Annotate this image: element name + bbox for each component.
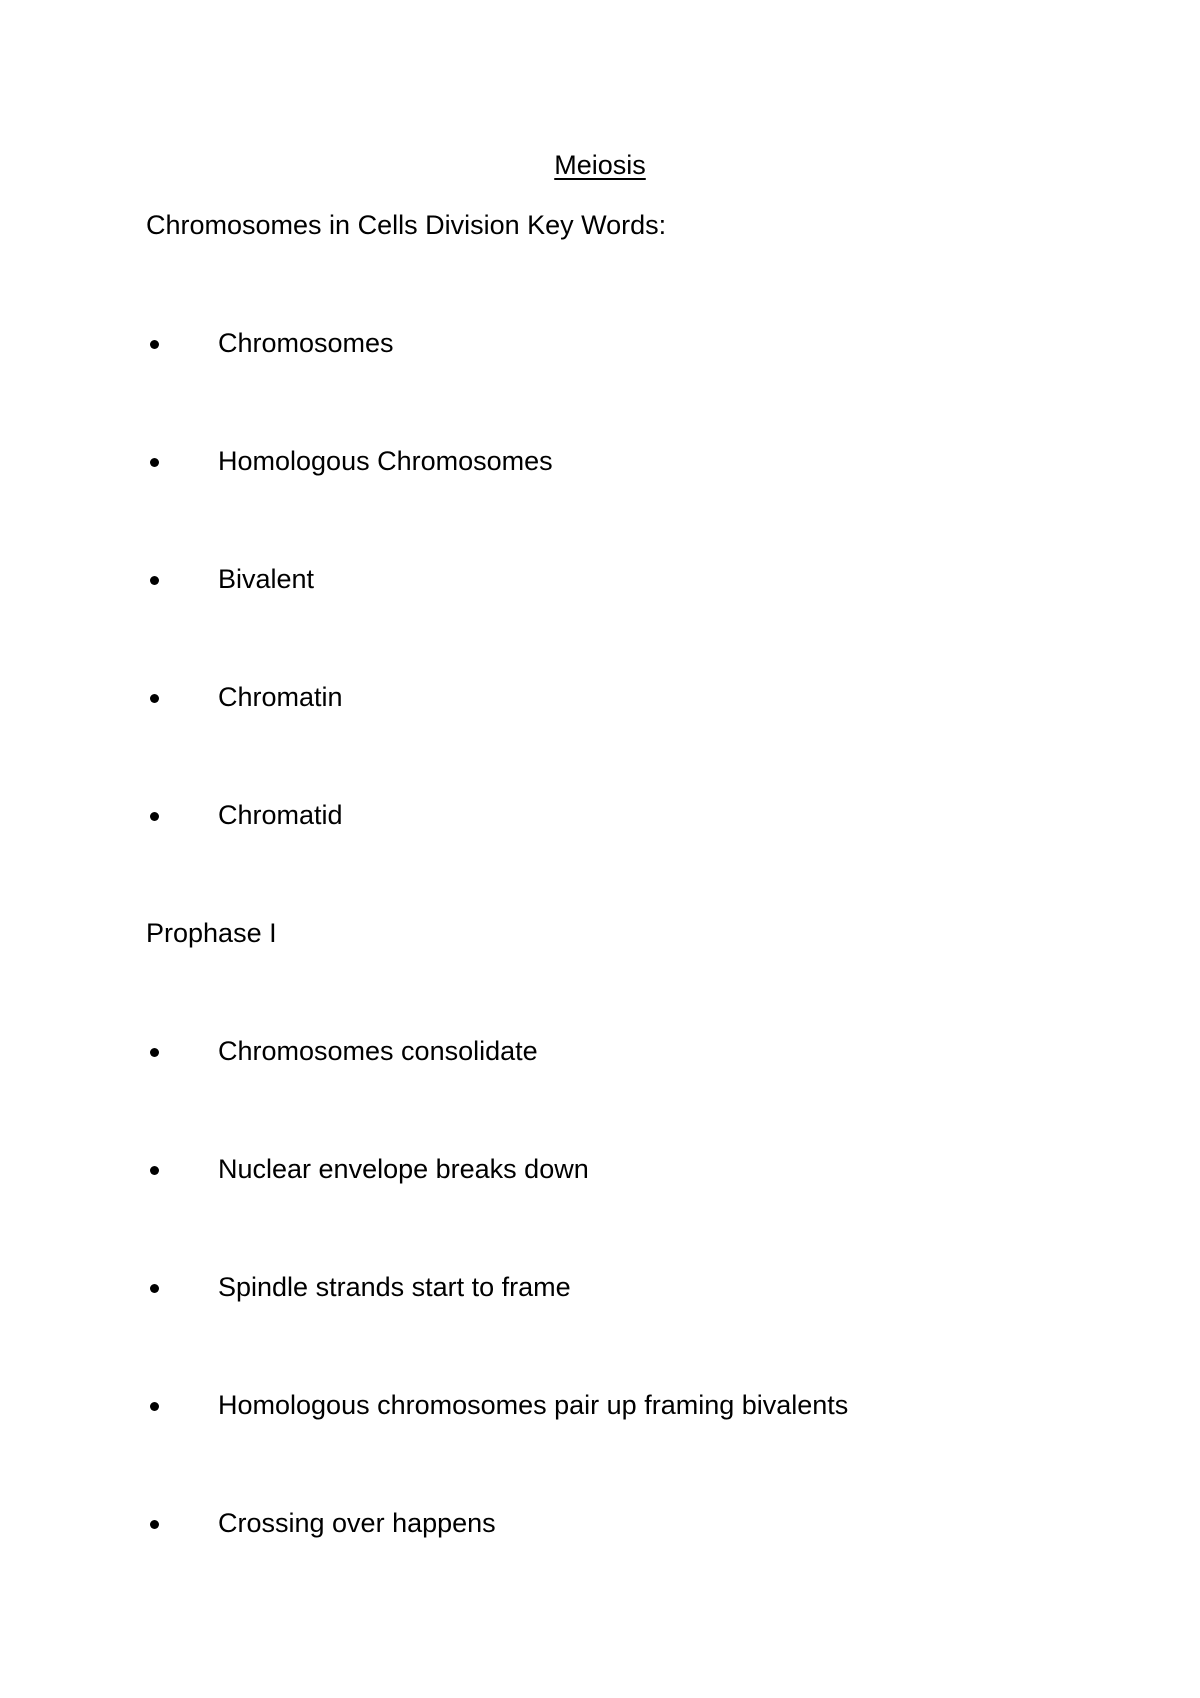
- bullet-icon: [150, 1048, 159, 1057]
- list-item-text: Chromatid: [218, 800, 343, 830]
- list-item-text: Bivalent: [218, 564, 315, 594]
- bullet-icon: [150, 1166, 159, 1175]
- list-item-text: Chromosomes consolidate: [218, 1036, 538, 1066]
- section-heading-prophase: Prophase I: [146, 918, 277, 948]
- list-item-text: Homologous chromosomes pair up framing bivalents: [218, 1390, 849, 1420]
- list-item-text: Spindle strands start to frame: [218, 1272, 571, 1302]
- list-item-text: Chromatin: [218, 682, 343, 712]
- bullet-icon: [150, 576, 159, 585]
- bullet-icon: [150, 458, 159, 467]
- section-heading-key-words: Chromosomes in Cells Division Key Words:: [146, 210, 667, 240]
- list-item-text: Crossing over happens: [218, 1508, 496, 1538]
- list-item-text: Chromosomes: [218, 328, 394, 358]
- bullet-icon: [150, 1284, 159, 1293]
- bullet-icon: [150, 694, 159, 703]
- page-title: Meiosis: [554, 150, 646, 180]
- bullet-icon: [150, 812, 159, 821]
- bullet-icon: [150, 1520, 159, 1529]
- list-item-text: Nuclear envelope breaks down: [218, 1154, 589, 1184]
- list-item-text: Homologous Chromosomes: [218, 446, 553, 476]
- bullet-icon: [150, 340, 159, 349]
- bullet-icon: [150, 1402, 159, 1411]
